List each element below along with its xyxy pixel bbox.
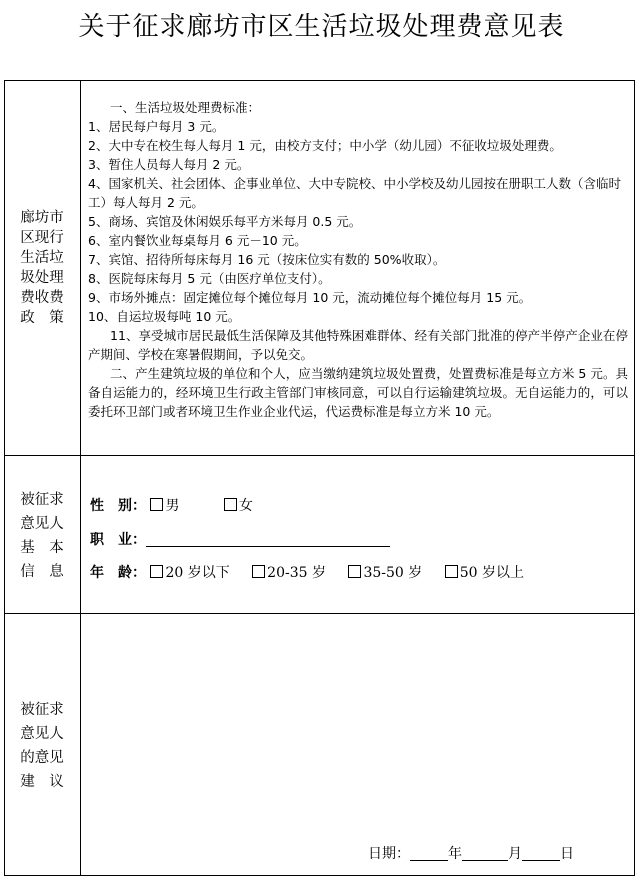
info-section-label: 被征求 意见人 基 本 信 息 <box>20 492 64 580</box>
age-option-4[interactable]: 50 岁以上 <box>445 563 524 583</box>
policy-heading-1: 一、生活垃圾处理费标准： <box>110 100 261 115</box>
policy-item: 2、大中专在校生每人每月 1 元，由校方支付；中小学（幼儿园）不征收垃圾处理费。 <box>88 138 562 153</box>
age-label: 年 龄： <box>90 565 146 581</box>
gender-label: 性 别： <box>90 498 146 514</box>
page-title: 关于征求廊坊市区生活垃圾处理费意见表 <box>78 12 565 42</box>
month-blank[interactable] <box>462 845 508 861</box>
policy-item: 1、居民每户每月 3 元。 <box>88 119 225 134</box>
policy-item: 5、商场、宾馆及休闲娱乐每平方米每月 0.5 元。 <box>88 214 362 229</box>
checkbox-icon[interactable] <box>150 565 163 578</box>
policy-item: 9、市场外摊点：固定摊位每个摊位每月 10 元，流动摊位每个摊位每月 15 元。 <box>88 290 532 305</box>
policy-section-label: 廊坊市 区现行 生活垃 圾处理 费收费 政 策 <box>20 210 64 326</box>
policy-item: 3、暂住人员每人每月 2 元。 <box>88 157 250 172</box>
policy-item: 11、享受城市居民最低生活保障及其他特殊困难群体、经有关部门批准的停产半停产企业在停产期间、学校在寒暑假期间，予以免交。 <box>88 328 628 362</box>
policy-text <box>88 98 628 421</box>
job-label: 职 业： <box>90 532 146 548</box>
gender-row <box>90 496 271 516</box>
date-line: 日期： 年 月 日 <box>368 846 574 862</box>
checkbox-icon[interactable] <box>224 498 237 511</box>
checkbox-icon[interactable] <box>150 498 163 511</box>
day-blank[interactable] <box>522 845 560 861</box>
age-option-2[interactable]: 20-35 岁 <box>252 563 326 583</box>
age-option-3[interactable]: 35-50 岁 <box>348 563 422 583</box>
checkbox-icon[interactable] <box>445 565 458 578</box>
year-blank[interactable] <box>410 845 448 861</box>
policy-item: 4、国家机关、社会团体、企事业单位、大中专院校、中小学校及幼儿园按在册职工人数（含临时工）每人每月 2 元。 <box>88 176 621 210</box>
checkbox-icon[interactable] <box>348 565 361 578</box>
gender-option-male[interactable]: 男 <box>150 496 179 516</box>
row-divider-2 <box>4 613 635 614</box>
age-option-1[interactable]: 20 岁以下 <box>150 563 229 583</box>
policy-item: 10、自运垃圾每吨 10 元。 <box>88 309 241 324</box>
column-divider <box>80 80 81 876</box>
job-input-line[interactable] <box>146 530 390 547</box>
age-row <box>90 563 542 583</box>
row-divider-1 <box>4 455 635 456</box>
policy-item: 6、室内餐饮业每桌每月 6 元－10 元。 <box>88 233 307 248</box>
checkbox-icon[interactable] <box>252 565 265 578</box>
policy-item: 7、宾馆、招待所每床每月 16 元（按床位实有数的 50%收取）。 <box>88 252 446 267</box>
opinion-input-area[interactable] <box>82 616 632 836</box>
policy-heading-2: 二、产生建筑垃圾的单位和个人，应当缴纳建筑垃圾处置费，处置费标准是每立方米 5 元。具备自运能力的，经环境卫生行政主管部门审核同意，可以自行运输建筑垃圾。无自运能力的，可以委托环卫部门或者环境卫生作业企业代运，代运费标准是每立方米 10 元。 <box>88 366 628 419</box>
policy-item: 8、医院每床每月 5 元（由医疗单位支付）。 <box>88 271 331 286</box>
opinion-section-label: 被征求 意见人 的意见 建 议 <box>20 702 64 790</box>
gender-option-female[interactable]: 女 <box>224 496 253 516</box>
job-row <box>90 530 390 550</box>
